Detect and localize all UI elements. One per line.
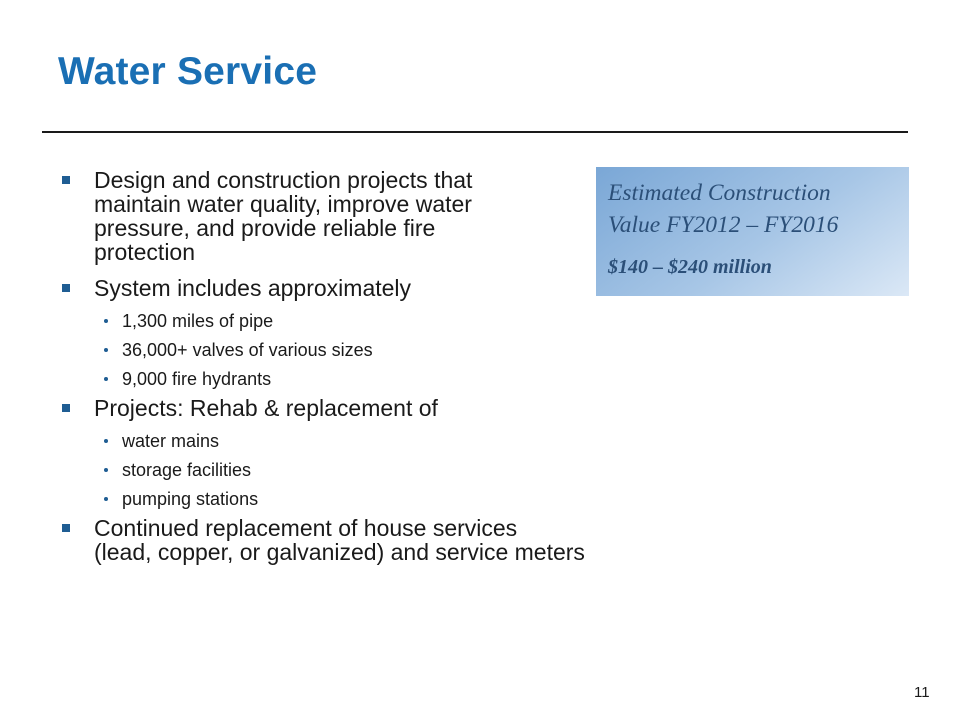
bullet-item-design [60, 168, 564, 264]
bullet-line: maintain water quality, improve water [94, 191, 472, 217]
page-number: 11 [914, 684, 930, 701]
bullet-text: Projects: Rehab & replacement of [94, 395, 438, 421]
dot-bullet-icon [104, 319, 108, 323]
square-bullet-icon [62, 284, 70, 292]
bullet-line: Design and construction projects that [94, 167, 473, 193]
sub-item-text: pumping stations [122, 489, 259, 509]
bullet-line: (lead, copper, or galvanized) and service meters [94, 539, 585, 565]
square-bullet-icon [62, 404, 70, 412]
sub-item [60, 337, 740, 363]
bullet-line: Continued replacement of house services [94, 515, 518, 541]
dot-bullet-icon [104, 497, 108, 501]
callout-label-line: Value FY2012 – FY2016 [608, 212, 839, 238]
sub-item [60, 428, 740, 454]
bullet-line: protection [94, 239, 196, 265]
estimated-value-callout [596, 167, 909, 296]
sub-item [60, 366, 740, 392]
square-bullet-icon [62, 524, 70, 532]
dot-bullet-icon [104, 377, 108, 381]
bullet-text: System includes approximately [94, 275, 412, 301]
sub-item [60, 308, 740, 334]
sub-item-text: 1,300 miles of pipe [122, 311, 274, 331]
sub-item [60, 486, 740, 512]
sub-list-system [60, 308, 740, 392]
bullet-item-house-services [60, 516, 740, 564]
square-bullet-icon [62, 176, 70, 184]
dot-bullet-icon [104, 468, 108, 472]
sub-item-text: water mains [122, 431, 220, 451]
sub-item-text: 9,000 fire hydrants [122, 369, 272, 389]
callout-label-line: Estimated Construction [608, 180, 831, 206]
title-divider [42, 131, 908, 133]
slide-title: Water Service [58, 50, 318, 93]
callout-value: $140 – $240 million [608, 256, 772, 278]
bullet-line: pressure, and provide reliable fire [94, 215, 436, 241]
dot-bullet-icon [104, 348, 108, 352]
bullet-item-projects [60, 396, 740, 420]
sub-item-text: storage facilities [122, 460, 252, 480]
sub-item-text: 36,000+ valves of various sizes [122, 340, 373, 360]
sub-list-projects [60, 428, 740, 512]
sub-item [60, 457, 740, 483]
dot-bullet-icon [104, 439, 108, 443]
